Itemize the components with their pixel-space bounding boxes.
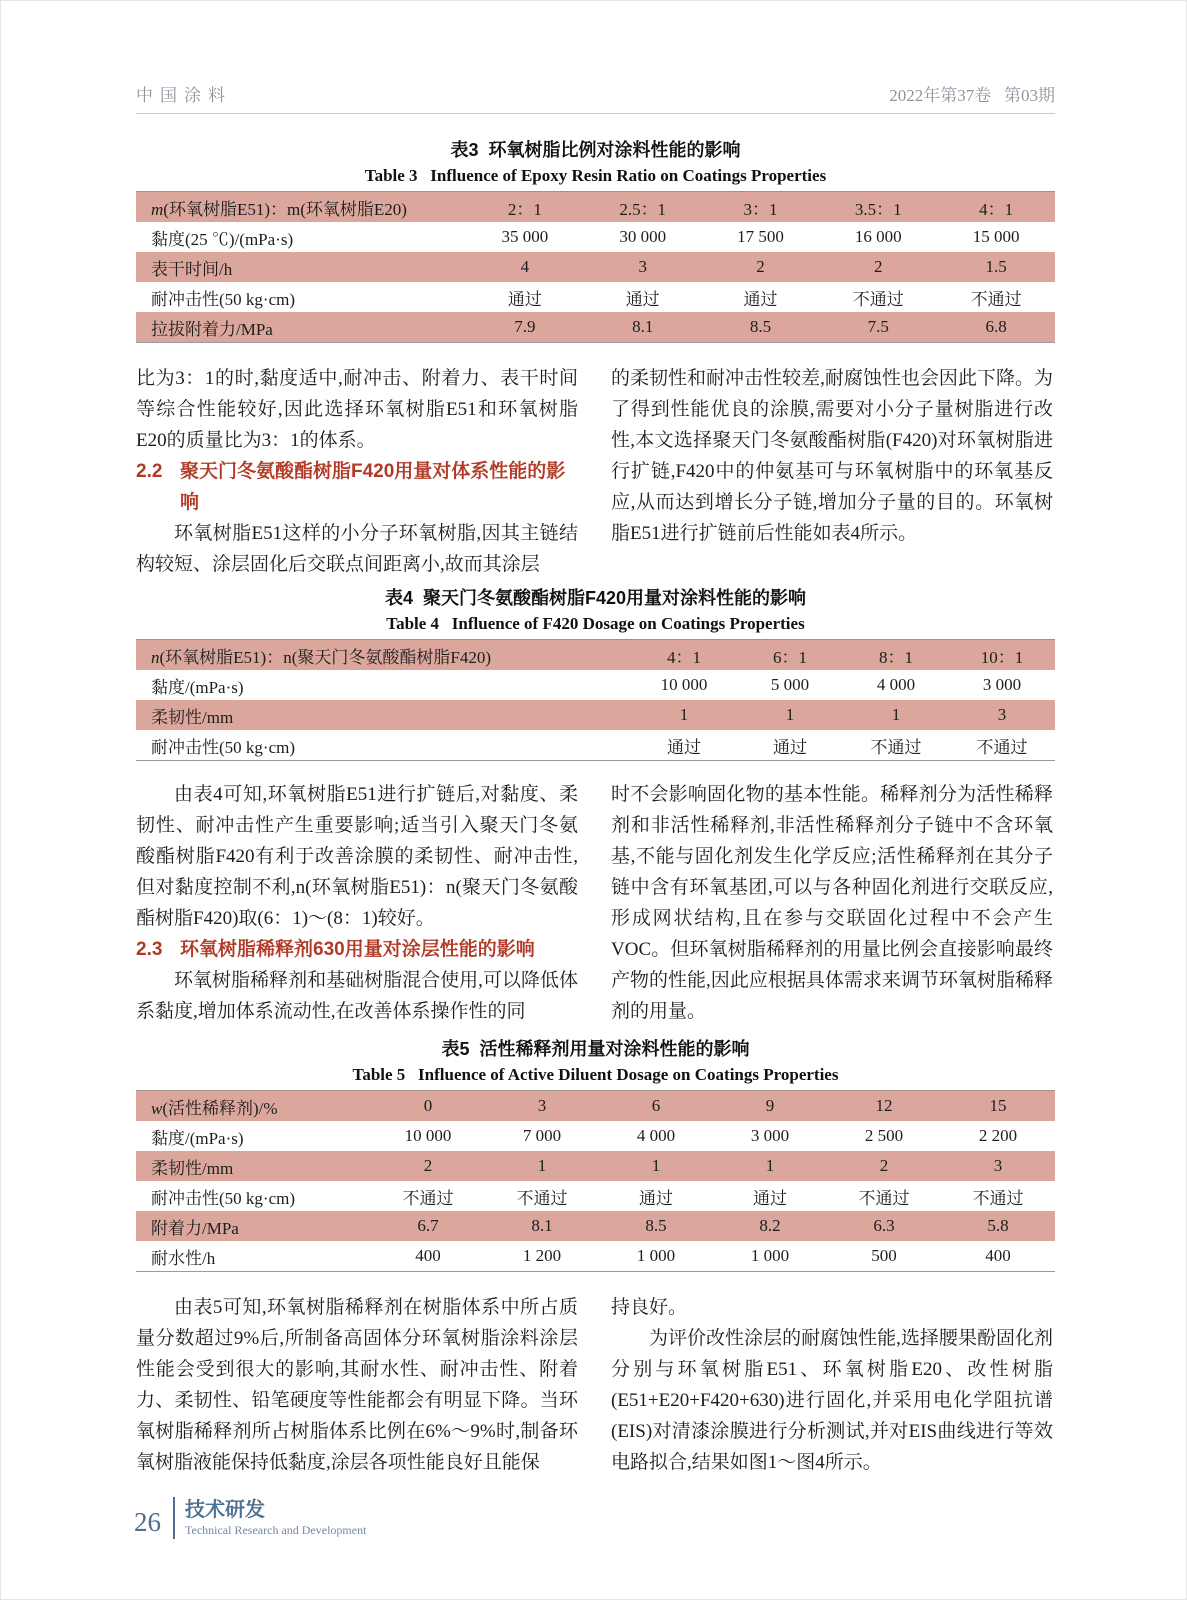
cell-value: 6.8 <box>985 317 1007 336</box>
journal-name: 中国涂料 <box>136 86 232 105</box>
right-column <box>611 363 1053 580</box>
table5-title-en: Table 5 Influence of Active Diluent Dosage on Coatings Properties <box>352 1065 839 1084</box>
cell-value: 12 <box>875 1096 893 1115</box>
cell-value: 1 <box>679 705 689 724</box>
paragraph: 由表4可知,环氧树脂E51进行扩链后,对黏度、柔韧性、耐冲击性产生重要影响;适当引入聚天门冬氨酸酯树脂F420有利于改善涂膜的柔韧性、耐冲击性,但对黏度控制不利,n(环氧树脂E51)：n(聚天门冬氨酸酯树脂F420)取(6：1)～(8：1)较好。 <box>136 784 578 929</box>
row-label: 表干时间/h <box>151 259 233 279</box>
cell-value: 1 <box>765 1156 775 1175</box>
cell-value: 2 500 <box>864 1126 904 1145</box>
cell-value: 6 <box>651 1096 661 1115</box>
table-row <box>136 1121 1055 1151</box>
row-label: 耐水性/h <box>151 1248 216 1268</box>
cell-value: 7.5 <box>867 317 889 336</box>
cell-value: 不通过 <box>852 289 904 309</box>
cell-value: 10 000 <box>660 675 708 694</box>
cell-value: 不通过 <box>516 1188 568 1208</box>
cell-value: 通过 <box>753 1188 787 1208</box>
cell-value: 6：1 <box>773 647 807 667</box>
paragraph: 环氧树脂E51这样的小分子环氧树脂,因其主链结构较短、涂层固化后交联点间距离小,故而其涂层 <box>136 523 578 575</box>
cell-value: 1.5 <box>985 257 1007 276</box>
section-title: 环氧树脂稀释剂630用量对涂层性能的影响 <box>180 939 535 960</box>
cell-value: 2 <box>879 1156 889 1175</box>
cell-value: 4 000 <box>636 1126 676 1145</box>
row-label: 柔韧性/mm <box>151 707 234 727</box>
cell-value: 2：1 <box>507 199 542 219</box>
cell-value: 400 <box>415 1246 441 1265</box>
right-column <box>611 1292 1053 1478</box>
section-title: 聚天门冬氨酸酯树脂F420用量对体系性能的影响 <box>180 461 566 513</box>
cell-value: 2.5：1 <box>619 199 667 219</box>
body-section-1 <box>136 363 1055 580</box>
cell-value: 16 000 <box>854 227 902 246</box>
row-label: 黏度/(mPa·s) <box>151 1128 244 1148</box>
footer-divider <box>173 1497 175 1539</box>
cell-value: 3.5：1 <box>854 199 902 219</box>
table-row <box>136 222 1055 252</box>
cell-value: 通过 <box>507 289 542 309</box>
table4-title-en: Table 4 Influence of F420 Dosage on Coatings Properties <box>386 614 805 633</box>
paragraph: 的柔韧性和耐冲击性较差,耐腐蚀性也会因此下降。为了得到性能优良的涂膜,需要对小分子量树脂进行改性,本文选择聚天门冬氨酸酯树脂(F420)对环氧树脂进行扩链,F420中的仲氨基可与环氧树脂中的环氧基反应,从而达到增长分子链,增加分子量的目的。环氧树脂E51进行扩链前后性能如表4所示。 <box>611 368 1053 544</box>
cell-value: 1 000 <box>750 1246 790 1265</box>
section-heading <box>136 934 578 965</box>
body-section-3 <box>136 1292 1055 1478</box>
table3-title-en: Table 3 Influence of Epoxy Resin Ratio on Coatings Properties <box>364 166 827 185</box>
page-number: 26 <box>134 1506 161 1537</box>
table-row <box>136 1091 1055 1121</box>
cell-value: 通过 <box>743 289 778 309</box>
cell-value: 8：1 <box>879 647 913 667</box>
row-label: 柔韧性/mm <box>151 1158 234 1178</box>
section-number: 2.3 <box>136 939 163 960</box>
cell-value: 2 <box>423 1156 433 1175</box>
cell-value: 5 000 <box>770 675 810 694</box>
cell-value: 不通过 <box>970 289 1022 309</box>
cell-value: 不通过 <box>972 1188 1024 1208</box>
cell-value: 7.9 <box>514 317 536 336</box>
cell-value: 3 <box>993 1156 1003 1175</box>
cell-value: 4 <box>520 257 530 276</box>
table3-section <box>136 138 1055 343</box>
cell-value: 4：1 <box>667 647 701 667</box>
cell-value: 3 000 <box>750 1126 790 1145</box>
table-row <box>136 640 1055 670</box>
cell-value: 8.2 <box>759 1216 781 1235</box>
row-label: 耐冲击性(50 kg·cm) <box>151 289 296 309</box>
table-row <box>136 282 1055 312</box>
cell-value: 3 000 <box>982 675 1022 694</box>
cell-value: 3 <box>638 257 647 276</box>
issue-info: 2022年第37卷 第03期 <box>889 86 1055 105</box>
row-label: 耐冲击性(50 kg·cm) <box>151 1188 296 1208</box>
row-label: 黏度/(mPa·s) <box>151 677 244 697</box>
page-header <box>136 1 1055 114</box>
table-row <box>136 1181 1055 1211</box>
cell-value: 3 <box>537 1096 547 1115</box>
table4-section <box>136 586 1055 761</box>
section-number: 2.2 <box>136 461 163 482</box>
cell-value: 通过 <box>625 289 660 309</box>
cell-value: 8.5 <box>749 317 772 336</box>
cell-value: 3：1 <box>743 199 778 219</box>
row-label: 拉拔附着力/MPa <box>151 319 273 339</box>
cell-value: 15 <box>989 1096 1007 1115</box>
cell-value: 9 <box>765 1096 775 1115</box>
row-label: n(环氧树脂E51)：n(聚天门冬氨酸酯树脂F420) <box>151 647 491 667</box>
page-footer <box>134 1497 366 1539</box>
cell-value: 10 000 <box>404 1126 452 1145</box>
table3 <box>136 191 1055 343</box>
cell-value: 1 <box>651 1156 661 1175</box>
row-label: 附着力/MPa <box>151 1218 239 1238</box>
table5-section <box>136 1037 1055 1272</box>
right-column <box>611 779 1053 1027</box>
cell-value: 6.3 <box>873 1216 895 1235</box>
cell-value: 通过 <box>773 737 807 757</box>
cell-value: 8.5 <box>645 1216 667 1235</box>
cell-value: 0 <box>423 1096 433 1115</box>
table-row <box>136 1151 1055 1181</box>
table-row <box>136 730 1055 760</box>
cell-value: 不通过 <box>858 1188 910 1208</box>
row-label: w(活性稀释剂)/% <box>151 1098 278 1118</box>
table5 <box>136 1090 1055 1272</box>
table-row <box>136 312 1055 342</box>
table-row <box>136 670 1055 700</box>
cell-value: 2 200 <box>978 1126 1018 1145</box>
paragraph: 为评价改性涂层的耐腐蚀性能,选择腰果酚固化剂分别与环氧树脂E51、环氧树脂E20、改性树脂(E51+E20+F420+630)进行固化,并采用电化学阻抗谱(EIS)对清漆涂膜进行分析测试,并对EIS曲线进行等效电路拟合,结果如图1～图4所示。 <box>611 1328 1053 1473</box>
footer-section-cn: 技术研发 <box>185 1499 265 1521</box>
paragraph: 持良好。 <box>611 1297 688 1318</box>
cell-value: 15 000 <box>972 227 1020 246</box>
cell-value: 5.8 <box>987 1216 1009 1235</box>
table4-title-cn: 表4 聚天门冬氨酸酯树脂F420用量对涂料性能的影响 <box>384 588 807 608</box>
cell-value: 1 <box>537 1156 547 1175</box>
cell-value: 通过 <box>639 1188 673 1208</box>
table-row <box>136 1211 1055 1241</box>
table-row <box>136 252 1055 282</box>
cell-value: 4 000 <box>876 675 916 694</box>
paragraph: 环氧树脂稀释剂和基础树脂混合使用,可以降低体系黏度,增加体系流动性,在改善体系操作性的同 <box>136 970 578 1022</box>
footer-section-en: Technical Research and Development <box>185 1523 367 1537</box>
section-heading <box>136 456 578 518</box>
cell-value: 不通过 <box>870 737 922 757</box>
cell-value: 17 500 <box>737 227 784 246</box>
table-row <box>136 700 1055 730</box>
left-column <box>136 1292 578 1478</box>
cell-value: 35 000 <box>501 227 549 246</box>
paragraph: 时不会影响固化物的基本性能。稀释剂分为活性稀释剂和非活性稀释剂,非活性稀释剂分子链中不含环氧基,不能与固化剂发生化学反应;活性稀释剂在其分子链中含有环氧基团,可以与各种固化剂进行交联反应,形成网状结构,且在参与交联固化过程中不会产生VOC。但环氧树脂稀释剂的用量比例会直接影响最终产物的性能,因此应根据具体需求来调节环氧树脂稀释剂的用量。 <box>611 784 1053 1022</box>
left-column <box>136 363 578 580</box>
cell-value: 不通过 <box>402 1188 454 1208</box>
cell-value: 500 <box>871 1246 897 1265</box>
cell-value: 2 <box>874 257 883 276</box>
cell-value: 8.1 <box>632 317 654 336</box>
cell-value: 1 <box>785 705 795 724</box>
cell-value: 4：1 <box>979 199 1014 219</box>
cell-value: 30 000 <box>619 227 667 246</box>
row-label: m(环氧树脂E51)：m(环氧树脂E20) <box>151 199 407 219</box>
row-label: 黏度(25 ℃)/(mPa·s) <box>151 229 294 249</box>
cell-value: 10：1 <box>980 647 1024 667</box>
table-row <box>136 192 1055 222</box>
table3-title-cn: 表3 环氧树脂比例对涂料性能的影响 <box>450 140 741 160</box>
cell-value: 1 200 <box>522 1246 562 1265</box>
paragraph: 比为3：1的时,黏度适中,耐冲击、附着力、表干时间等综合性能较好,因此选择环氧树脂E51和环氧树脂E20的质量比为3：1的体系。 <box>136 368 578 451</box>
cell-value: 400 <box>985 1246 1011 1265</box>
cell-value: 不通过 <box>976 737 1028 757</box>
cell-value: 3 <box>997 705 1007 724</box>
cell-value: 7 000 <box>522 1126 562 1145</box>
cell-value: 8.1 <box>531 1216 553 1235</box>
cell-value: 1 000 <box>636 1246 676 1265</box>
body-section-2 <box>136 779 1055 1027</box>
paragraph: 由表5可知,环氧树脂稀释剂在树脂体系中所占质量分数超过9%后,所制备高固体分环氧树脂涂料涂层性能会受到很大的影响,其耐水性、耐冲击性、附着力、柔韧性、铅笔硬度等性能都会有明显下降。当环氧树脂稀释剂所占树脂体系比例在6%～9%时,制备环氧树脂液能保持低黏度,涂层各项性能良好且能保 <box>136 1297 578 1473</box>
left-column <box>136 779 578 1027</box>
cell-value: 2 <box>756 257 765 276</box>
table5-title-cn: 表5 活性稀释剂用量对涂料性能的影响 <box>441 1039 750 1059</box>
cell-value: 通过 <box>667 737 701 757</box>
table-row <box>136 1241 1055 1271</box>
cell-value: 1 <box>891 705 901 724</box>
cell-value: 6.7 <box>417 1216 439 1235</box>
row-label: 耐冲击性(50 kg·cm) <box>151 737 296 757</box>
table4 <box>136 639 1055 761</box>
